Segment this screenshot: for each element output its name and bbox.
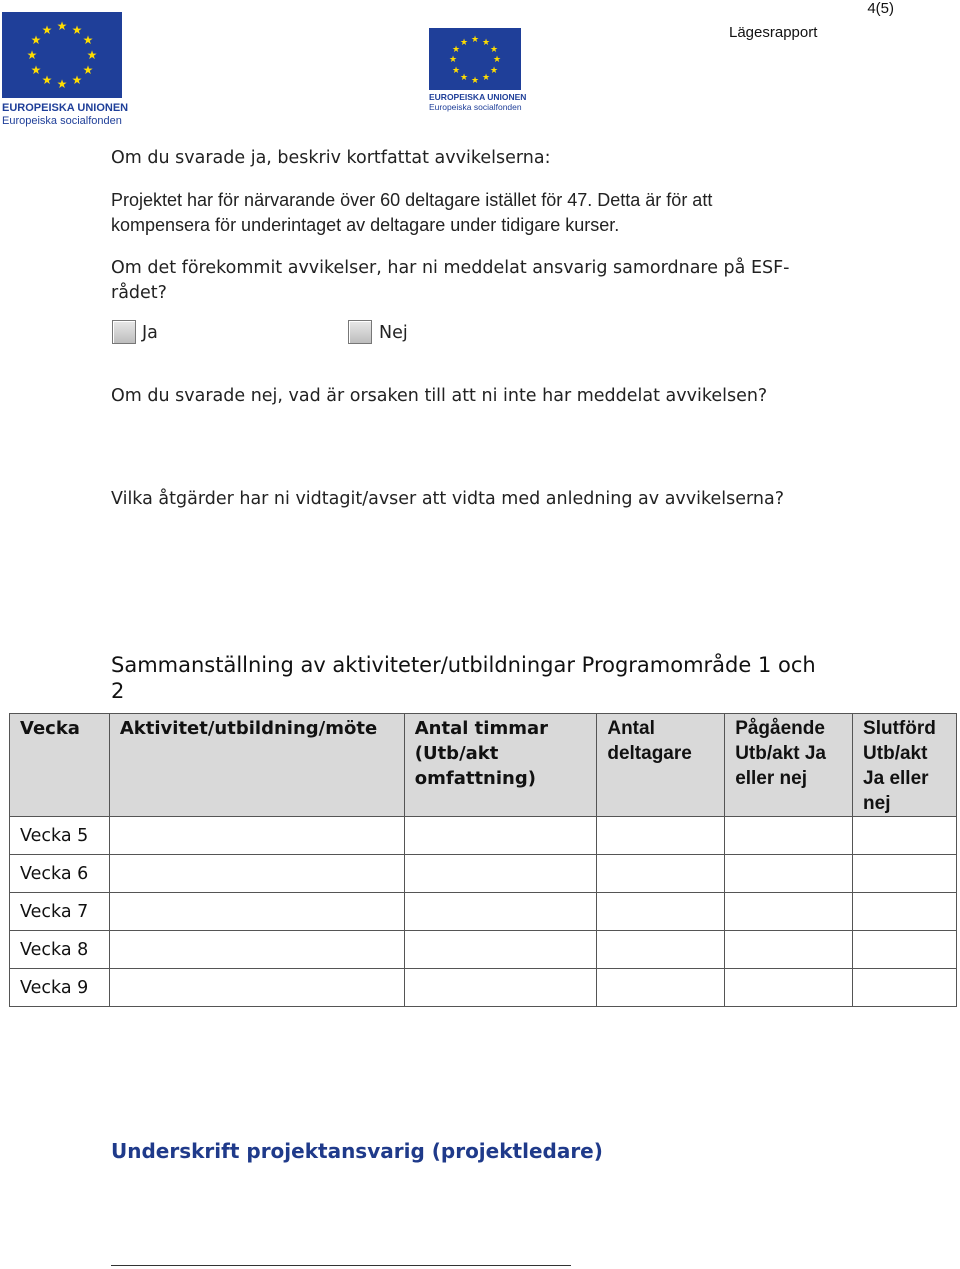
- doc-title: Lägesrapport: [729, 24, 818, 41]
- table-header-row: [10, 714, 957, 817]
- activity-cell[interactable]: [109, 969, 404, 1007]
- svg-text:★: ★: [71, 73, 83, 87]
- logo-line2: Europeiska socialfonden: [2, 115, 122, 127]
- svg-text:★: ★: [470, 35, 480, 45]
- hours-cell[interactable]: [404, 855, 597, 893]
- eu-logo-left: [2, 12, 129, 130]
- eu-stars-icon: [429, 28, 521, 90]
- checkbox-yes-label: Ja: [142, 323, 158, 343]
- svg-text:★: ★: [451, 66, 461, 76]
- svg-text:★: ★: [41, 23, 53, 37]
- answer-line-1: Projektet har för närvarande över 60 deltagare istället för 47. Detta är för att: [111, 190, 713, 210]
- col-header-vecka: Vecka: [10, 714, 110, 817]
- svg-text:★: ★: [56, 77, 68, 91]
- logo-line2: Europeiska socialfonden: [429, 102, 522, 112]
- col-header-participants: Antal deltagare: [597, 714, 725, 817]
- ongoing-cell[interactable]: [725, 817, 853, 855]
- week-cell: Vecka 7: [10, 893, 110, 931]
- col-header-completed: Slutförd Utb/akt Ja eller nej: [853, 714, 957, 817]
- hours-cell[interactable]: [404, 931, 597, 969]
- question-informed-line-2: rådet?: [111, 283, 167, 303]
- svg-text:★: ★: [82, 63, 94, 77]
- completed-cell[interactable]: [853, 893, 957, 931]
- week-cell: Vecka 6: [10, 855, 110, 893]
- eu-stars-icon: [2, 12, 122, 98]
- eu-logo-center: [429, 28, 527, 112]
- ongoing-cell[interactable]: [725, 931, 853, 969]
- page-number: 4(5): [867, 0, 894, 17]
- activity-cell[interactable]: [109, 855, 404, 893]
- table-row: [10, 817, 957, 855]
- ongoing-cell[interactable]: [725, 969, 853, 1007]
- hours-cell[interactable]: [404, 817, 597, 855]
- svg-text:★: ★: [459, 73, 469, 83]
- week-cell: Vecka 8: [10, 931, 110, 969]
- hours-cell[interactable]: [404, 893, 597, 931]
- participants-cell[interactable]: [597, 817, 725, 855]
- signature-title: Underskrift projektansvarig (projektledare): [111, 1139, 603, 1163]
- svg-text:★: ★: [82, 33, 94, 47]
- table-row: [10, 855, 957, 893]
- completed-cell[interactable]: [853, 855, 957, 893]
- svg-text:★: ★: [451, 45, 461, 55]
- svg-text:★: ★: [481, 38, 491, 48]
- svg-text:★: ★: [56, 19, 68, 33]
- col-header-ongoing: Pågående Utb/akt Ja eller nej: [725, 714, 853, 817]
- svg-text:★: ★: [448, 55, 458, 65]
- table-row: [10, 931, 957, 969]
- ongoing-cell[interactable]: [725, 855, 853, 893]
- ongoing-cell[interactable]: [725, 893, 853, 931]
- activity-cell[interactable]: [109, 817, 404, 855]
- week-cell: Vecka 9: [10, 969, 110, 1007]
- activity-cell[interactable]: [109, 893, 404, 931]
- question-reason: Om du svarade nej, vad är orsaken till att ni inte har meddelat avvikelsen?: [111, 386, 768, 406]
- svg-text:★: ★: [30, 33, 42, 47]
- checkbox-no-label: Nej: [379, 323, 408, 343]
- svg-text:★: ★: [470, 76, 480, 86]
- completed-cell[interactable]: [853, 817, 957, 855]
- svg-text:★: ★: [481, 73, 491, 83]
- logo-line1: EUROPEISKA UNIONEN: [2, 102, 129, 114]
- checkbox-yes[interactable]: [112, 320, 136, 344]
- signature-line[interactable]: [111, 1265, 571, 1266]
- svg-text:★: ★: [26, 48, 38, 62]
- activity-cell[interactable]: [109, 931, 404, 969]
- completed-cell[interactable]: [853, 969, 957, 1007]
- svg-text:★: ★: [41, 73, 53, 87]
- checkbox-no[interactable]: [348, 320, 372, 344]
- participants-cell[interactable]: [597, 855, 725, 893]
- svg-text:★: ★: [459, 38, 469, 48]
- question-informed-line-1: Om det förekommit avvikelser, har ni meddelat ansvarig samordnare på ESF-: [111, 258, 790, 278]
- svg-text:★: ★: [489, 66, 499, 76]
- question-actions: Vilka åtgärder har ni vidtagit/avser att vidta med anledning av avvikelserna?: [111, 489, 785, 509]
- table-row: [10, 893, 957, 931]
- answer-line-2: kompensera för underintaget av deltagare under tidigare kurser.: [111, 215, 620, 235]
- summary-title-line-1: Sammanställning av aktiviteter/utbildningar Programområde 1 och: [111, 653, 816, 677]
- logo-line1: EUROPEISKA UNIONEN: [429, 92, 527, 102]
- participants-cell[interactable]: [597, 969, 725, 1007]
- summary-table: [9, 713, 957, 1007]
- col-header-hours: Antal timmar (Utb/akt omfattning): [404, 714, 597, 817]
- participants-cell[interactable]: [597, 931, 725, 969]
- question-describe: Om du svarade ja, beskriv kortfattat avvikelserna:: [111, 148, 551, 168]
- col-header-activity: Aktivitet/utbildning/möte: [109, 714, 404, 817]
- hours-cell[interactable]: [404, 969, 597, 1007]
- completed-cell[interactable]: [853, 931, 957, 969]
- summary-title-line-2: 2: [111, 679, 125, 703]
- participants-cell[interactable]: [597, 893, 725, 931]
- svg-text:★: ★: [86, 48, 98, 62]
- svg-text:★: ★: [492, 55, 502, 65]
- table-row: [10, 969, 957, 1007]
- svg-text:★: ★: [30, 63, 42, 77]
- eu-flag-icon: [429, 28, 521, 90]
- eu-flag-icon: [2, 12, 122, 98]
- week-cell: Vecka 5: [10, 817, 110, 855]
- svg-text:★: ★: [71, 23, 83, 37]
- svg-text:★: ★: [489, 45, 499, 55]
